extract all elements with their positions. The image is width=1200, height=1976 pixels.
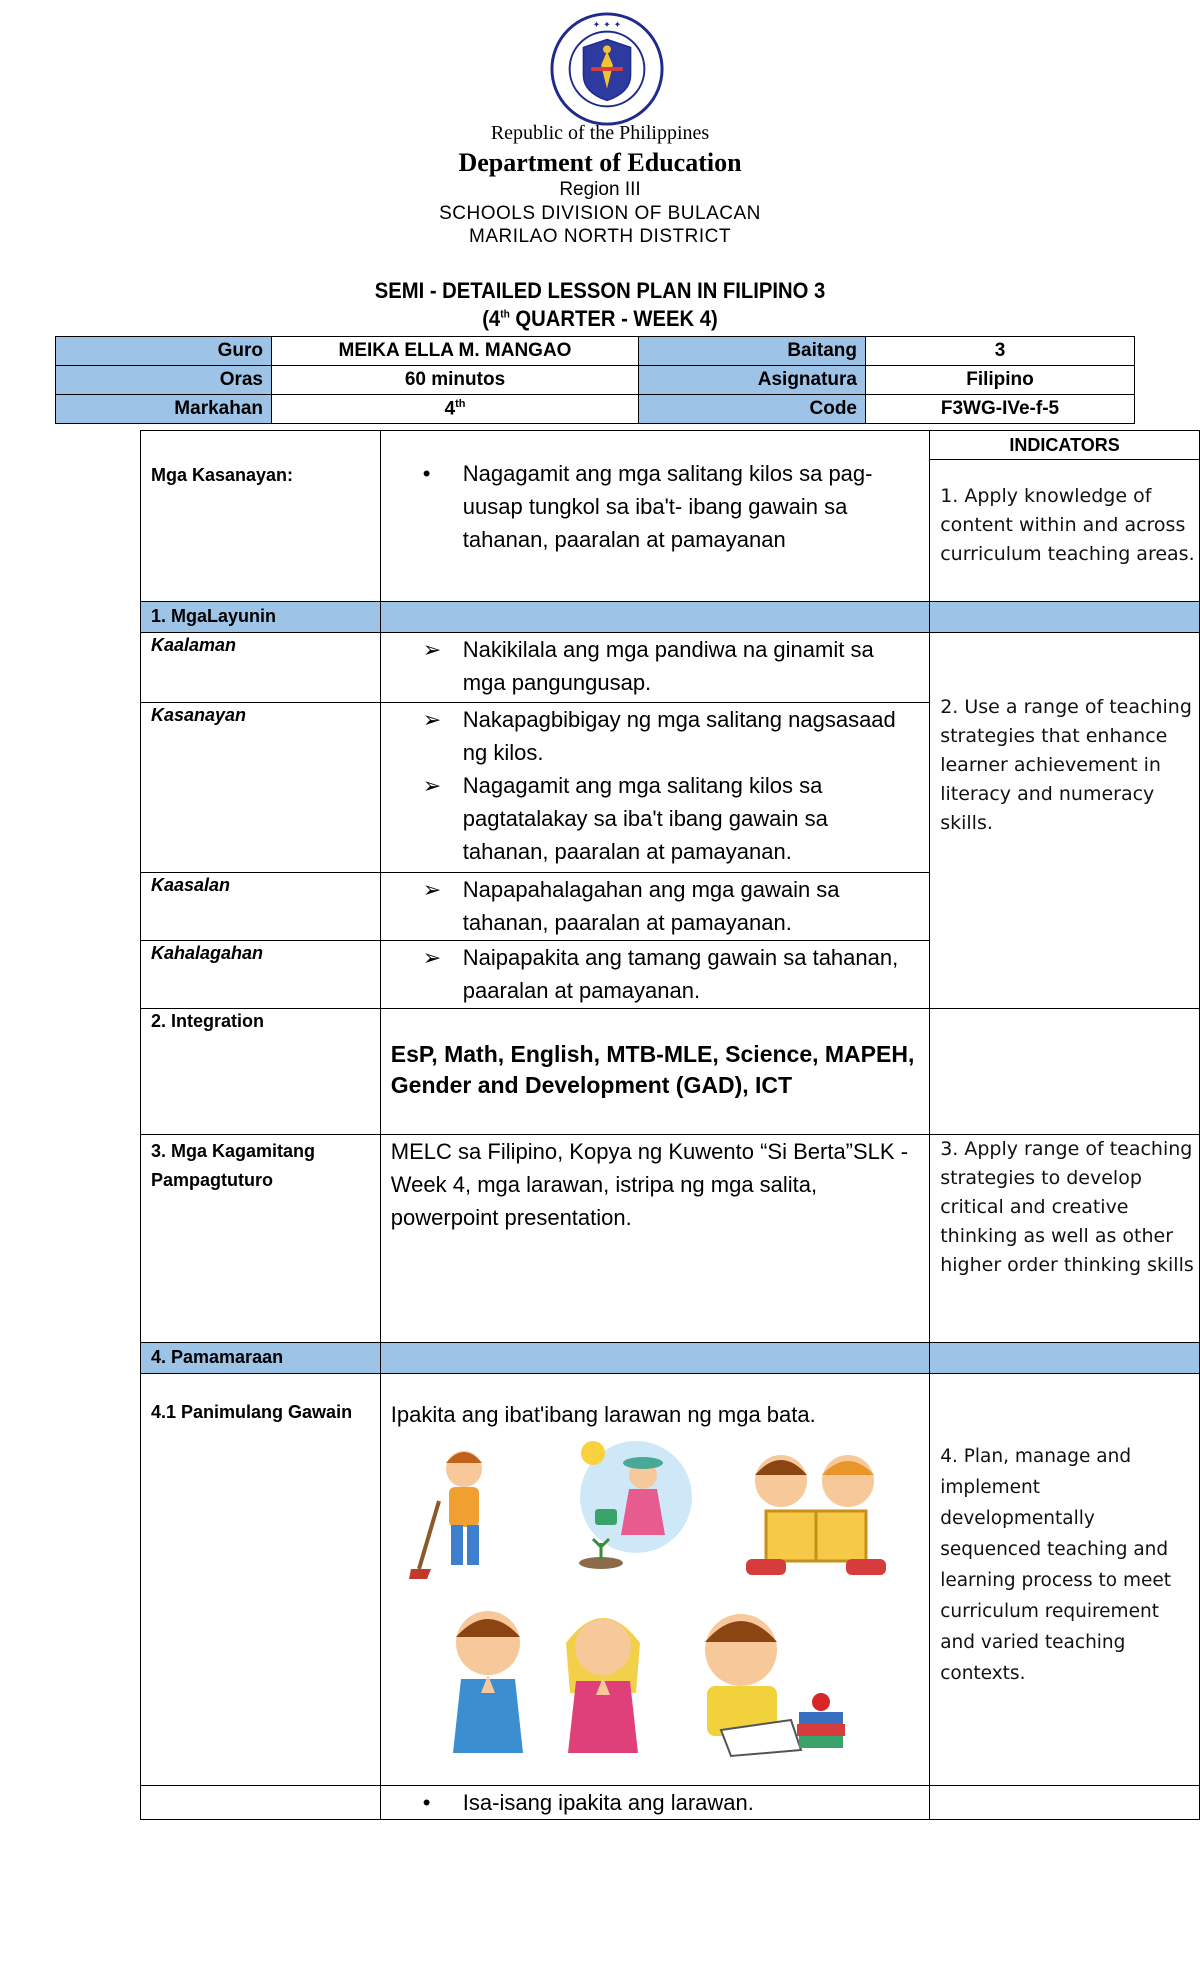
indicator-3: 3. Apply range of teaching strategies to develop critical and creative thinking as well as other higher order thinking skills [940,1138,1194,1276]
list-item: ➢ Naipapakita ang tamang gawain sa tahanan, paaralan at pamayanan. [381,941,919,1007]
arrow-bullet-icon: ➢ [422,773,442,798]
boy-praying-image [441,1603,536,1758]
kagamitan-label: 3. Mga Kagamitang Pampagtuturo [151,1141,316,1190]
baitang-label: Baitang [639,337,866,366]
baitang-value: 3 [866,337,1135,366]
code-label: Code [639,395,866,424]
indicator-2: 2. Use a range of teaching strategies that enhance learner achievement in literacy and numeracy skills. [940,696,1192,834]
kagamitan-text: MELC sa Filipino, Kopya ng Kuwento “Si Berta”SLK - Week 4, mga larawan, istripa ng mga salita, powerpoint presentation. [390,1139,909,1230]
division-text: SCHOOLS DIVISION OF BULACAN [439,203,761,224]
markahan-value: 4th [272,395,639,424]
list-item: ➢ Nagagamit ang mga salitang kilos sa pagtatalakay sa iba't ibang gawain sa tahanan, paaralan at pamayanan. [381,769,919,868]
arrow-bullet-icon: ➢ [422,877,442,902]
boy-sweeping-image [409,1441,519,1581]
integration-label: 2. Integration [151,1011,265,1031]
lesson-plan-title: SEMI - DETAILED LESSON PLAN IN FILIPINO 3 [374,278,826,303]
empty-indicator-cell [930,1786,1200,1820]
panimula-steps-list [381,1786,929,1819]
deped-seal-logo [548,10,666,128]
asignatura-label: Asignatura [639,366,866,395]
district-text: MARILAO NORTH DISTRICT [469,226,731,247]
kids-reading-book-image [736,1441,896,1581]
girl-praying-image [556,1603,651,1758]
guro-value: MEIKA ELLA M. MANGAO [272,337,639,366]
empty-label-cell [141,1786,381,1820]
list-item: • Isa-isang ipakita ang larawan. [381,1786,919,1819]
lesson-plan-table [140,430,1200,1820]
arrow-bullet-icon: ➢ [422,707,442,732]
kasanayan-objective-list [381,703,929,868]
kasanayan-list [381,457,929,556]
panimula-label: 4.1 Panimulang Gawain [151,1402,353,1422]
integration-indicator-cell [930,1009,1200,1135]
indicator-1: 1. Apply knowledge of content within and across curriculum teaching areas. [940,485,1195,565]
kasanayan-objective-label: Kasanayan [151,705,247,725]
girl-watering-plant-image [571,1435,701,1580]
kaalaman-label: Kaalaman [151,635,237,655]
indicator-4: 4. Plan, manage and implement developmentally sequenced teaching and learning process to meet curriculum requirement and varied teaching contexts. [940,1445,1172,1684]
asignatura-value: Filipino [866,366,1135,395]
pamamaraan-header-fill [380,1343,929,1374]
kasanayan-label: Mga Kasanayan: [151,465,294,485]
quarter-week-title: (4th QUARTER - WEEK 4) [482,306,718,331]
oras-label: Oras [56,366,272,395]
children-pictures [381,1435,929,1765]
list-item: ➢ Nakapagbibigay ng mga salitang nagsasaad ng kilos. [381,703,919,769]
pamamaraan-label: 4. Pamamaraan [151,1347,284,1367]
panimula-text: Ipakita ang ibat'ibang larawan ng mga bata. [390,1402,816,1427]
arrow-bullet-icon: ➢ [422,637,442,662]
kahalagahan-label: Kahalagahan [151,943,264,963]
guro-label: Guro [56,337,272,366]
list-item: ➢ Napapahalagahan ang mga gawain sa tahanan, paaralan at pamayanan. [381,873,919,939]
pamamaraan-indicator-fill [930,1343,1200,1374]
kaasalan-list [381,873,929,939]
department-text: Department of Education [458,148,742,177]
kaalaman-list [381,633,929,699]
republic-text: Republic of the Philippines [490,122,710,144]
kahalagahan-list [381,941,929,1007]
region-text: Region III [559,179,641,200]
kaasalan-label: Kaasalan [151,875,231,895]
info-table [55,336,1135,424]
integration-text: EsP, Math, English, MTB-MLE, Science, MAPEH, Gender and Development (GAD), ICT [390,1041,915,1098]
bullet-icon: • [422,1790,431,1815]
layunin-label: 1. MgaLayunin [151,606,277,626]
oras-value: 60 minutos [272,366,639,395]
layunin-indicator-fill [930,602,1200,633]
bullet-icon: • [422,461,431,486]
markahan-label: Markahan [56,395,272,424]
indicators-header: INDICATORS [930,431,1199,460]
code-value: F3WG-IVe-f-5 [866,395,1135,424]
arrow-bullet-icon: ➢ [422,945,442,970]
list-item: ➢ Nakikilala ang mga pandiwa na ginamit sa mga pangungusap. [381,633,919,699]
layunin-header-fill [380,602,929,633]
svg-text:✦ ✦ ✦: ✦ ✦ ✦ [592,20,622,31]
list-item: • Nagagamit ang mga salitang kilos sa pag-uusap tungkol sa iba't- ibang gawain sa tahanan, paaralan at pamayanan [381,457,919,556]
boy-writing-with-books-image [681,1600,851,1760]
